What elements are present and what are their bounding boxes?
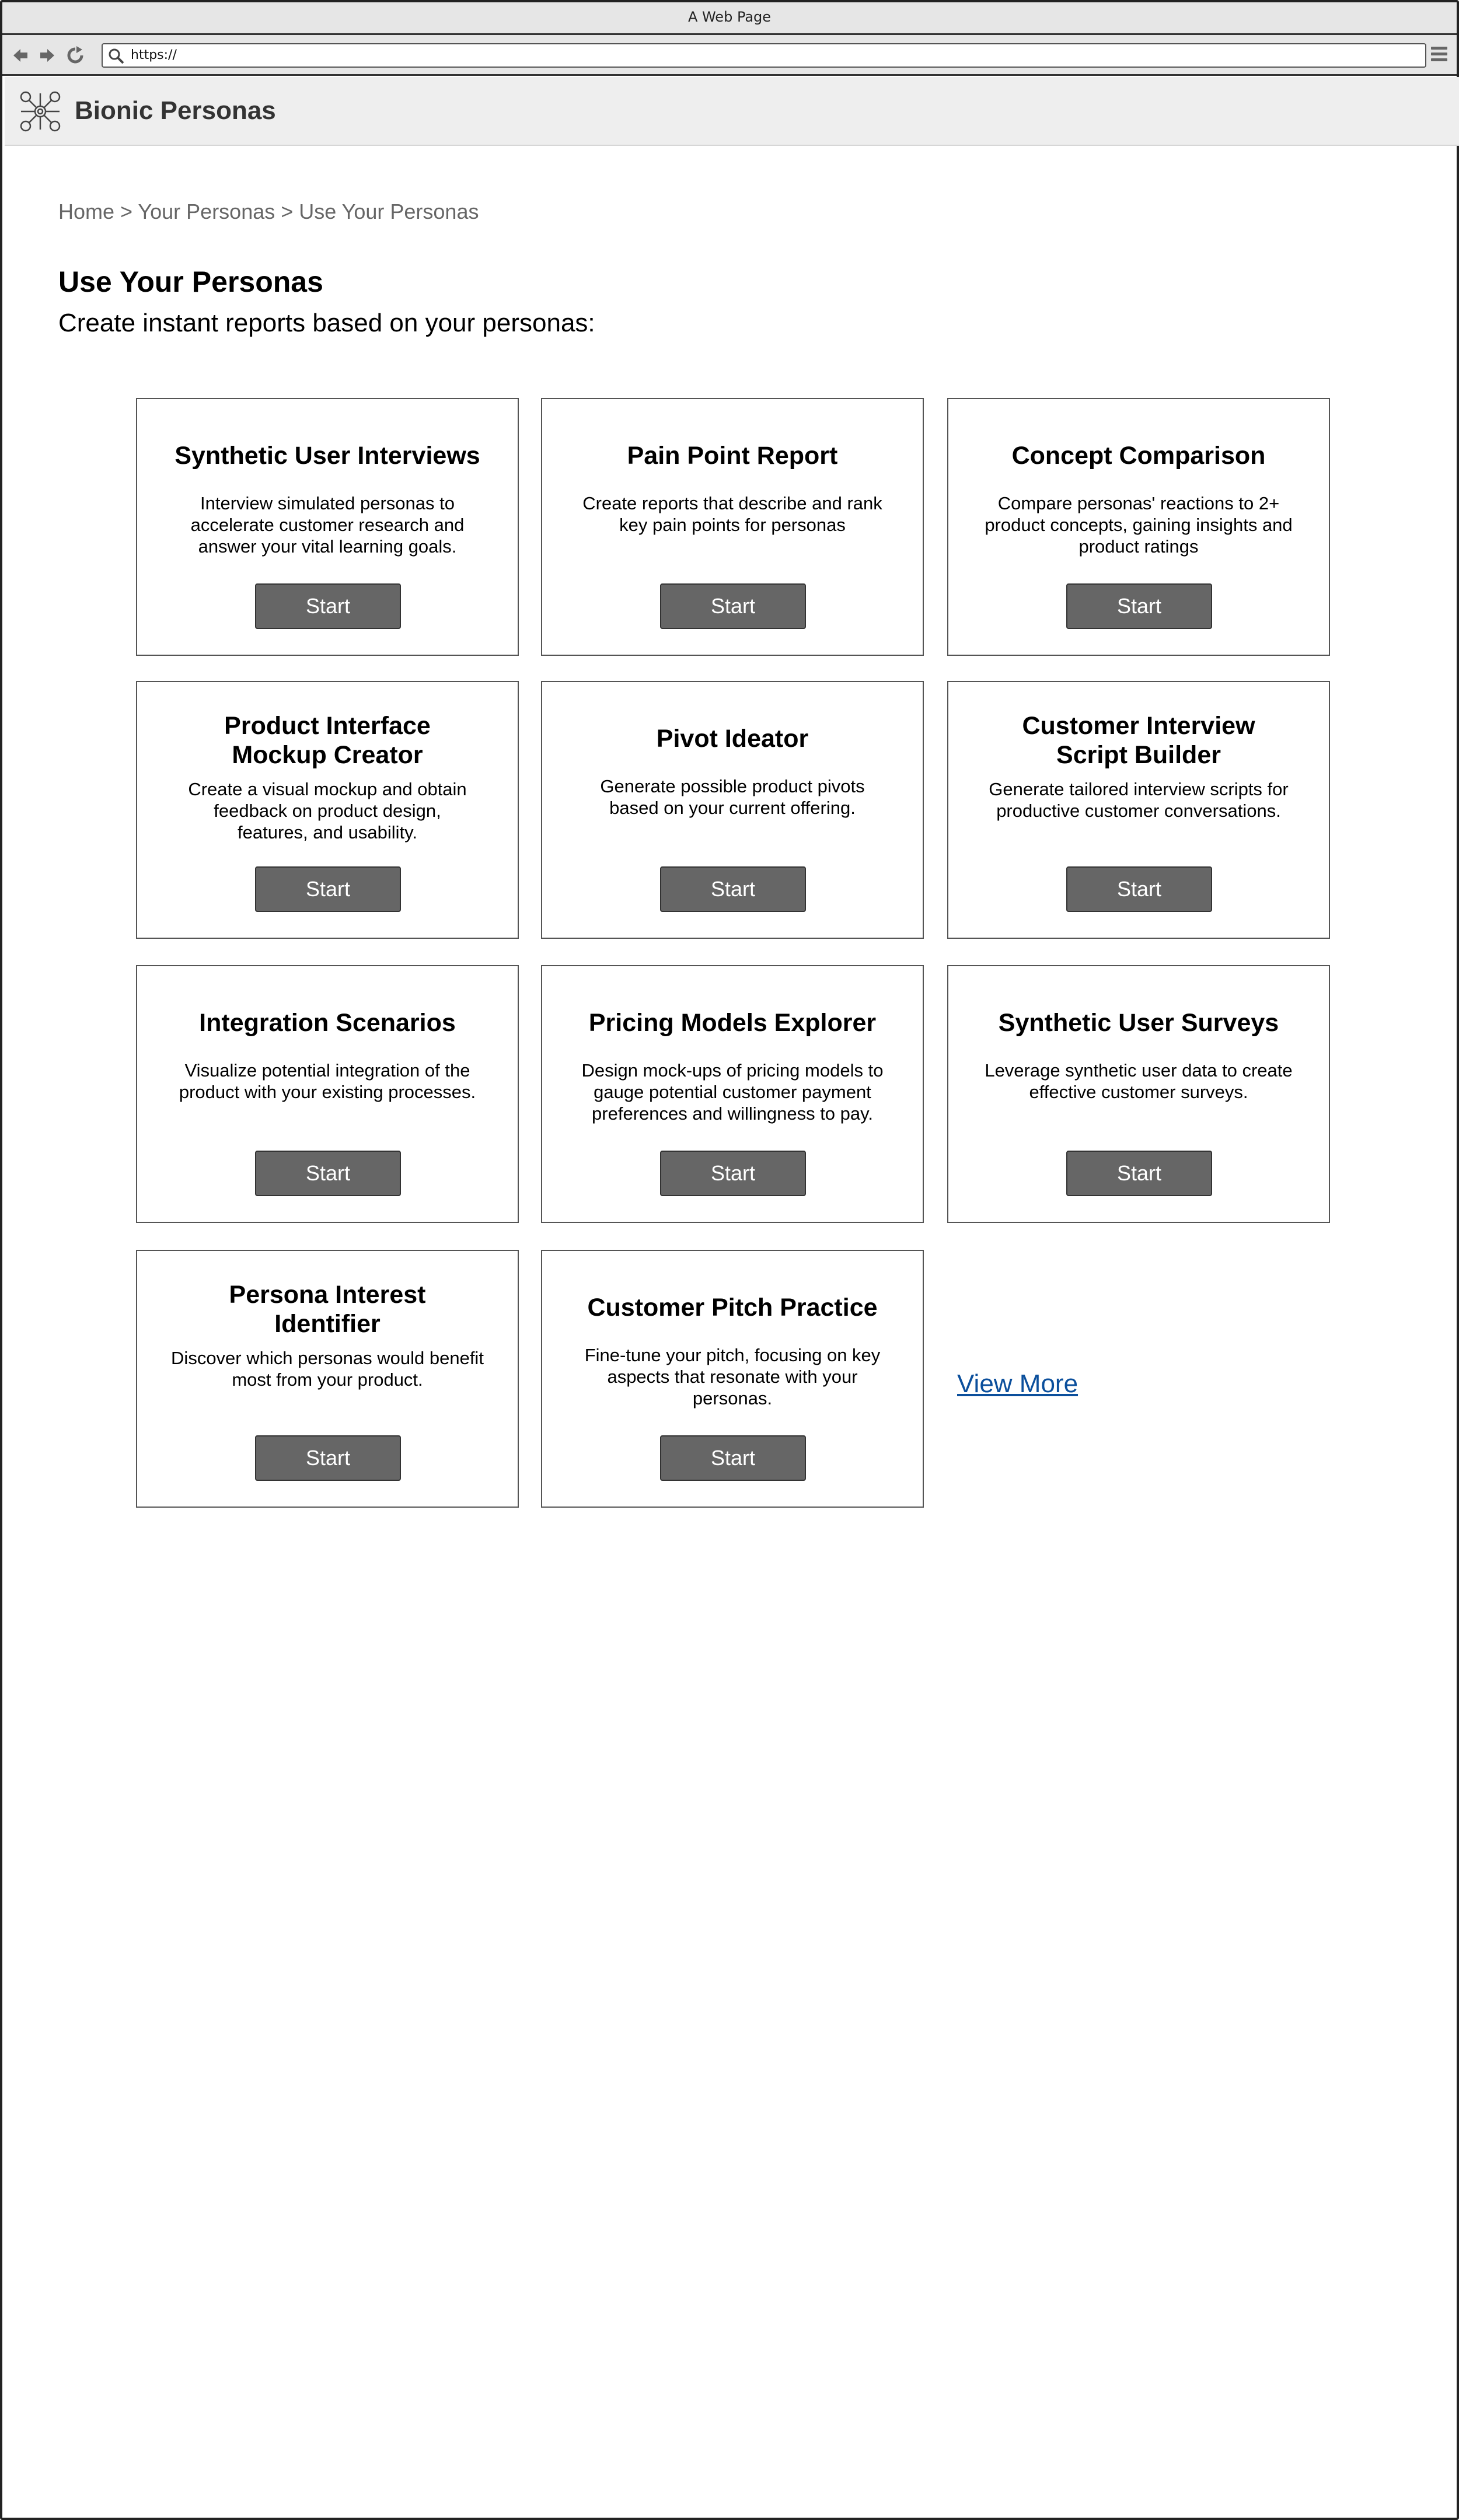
report-card bbox=[136, 398, 519, 656]
card-title-line: Product Interface bbox=[224, 712, 431, 740]
report-card bbox=[136, 1250, 519, 1508]
card-description-line: personas. bbox=[692, 1388, 773, 1408]
network-logo-icon[interactable] bbox=[20, 91, 61, 132]
start-button[interactable]: Start bbox=[255, 583, 401, 629]
card-description-line: most from your product. bbox=[232, 1369, 423, 1390]
report-card bbox=[541, 965, 924, 1223]
card-title bbox=[560, 1293, 905, 1322]
browser-toolbar bbox=[2, 35, 1457, 76]
card-description-line: based on your current offering. bbox=[609, 798, 856, 818]
card-description-line: Create reports that describe and rank bbox=[582, 493, 882, 513]
url-text: https:// bbox=[131, 48, 177, 62]
app-header bbox=[5, 77, 1459, 146]
card-description-line: Interview simulated personas to bbox=[200, 493, 455, 513]
card-title bbox=[966, 1008, 1311, 1037]
card-description-line: Create a visual mockup and obtain bbox=[188, 779, 467, 799]
browser-title-bar bbox=[2, 2, 1457, 35]
card-description bbox=[566, 492, 899, 536]
card-description-line: effective customer surveys. bbox=[1029, 1082, 1248, 1102]
card-title-line: Pivot Ideator bbox=[656, 725, 809, 753]
card-description-line: product ratings bbox=[1078, 536, 1199, 557]
report-card bbox=[136, 681, 519, 939]
start-button[interactable]: Start bbox=[255, 1435, 401, 1481]
start-button[interactable]: Start bbox=[1066, 866, 1212, 912]
start-button[interactable]: Start bbox=[255, 866, 401, 912]
card-description-line: Generate possible product pivots bbox=[600, 776, 865, 796]
app-name[interactable]: Bionic Personas bbox=[75, 96, 276, 125]
report-card bbox=[136, 965, 519, 1223]
card-title-line: Pricing Models Explorer bbox=[588, 1009, 877, 1037]
card-description bbox=[160, 1347, 494, 1390]
card-title bbox=[560, 441, 905, 470]
hamburger-menu-icon[interactable] bbox=[1431, 47, 1448, 64]
card-description bbox=[972, 778, 1306, 822]
card-description-line: Fine-tune your pitch, focusing on key bbox=[584, 1345, 881, 1365]
card-description bbox=[566, 775, 899, 819]
card-title-line: Persona Interest bbox=[229, 1281, 426, 1309]
reload-icon[interactable] bbox=[65, 46, 85, 65]
card-title-line: Integration Scenarios bbox=[199, 1009, 456, 1037]
window-title: A Web Page bbox=[687, 9, 772, 25]
card-title bbox=[966, 441, 1311, 470]
card-title bbox=[155, 441, 500, 470]
card-description-line: answer your vital learning goals. bbox=[198, 536, 457, 557]
card-description bbox=[972, 1060, 1306, 1103]
view-more-link[interactable]: View More bbox=[957, 1369, 1078, 1398]
card-description-line: product with your existing processes. bbox=[179, 1082, 476, 1102]
card-title-line: Synthetic User Interviews bbox=[174, 442, 480, 470]
start-button[interactable]: Start bbox=[660, 1435, 806, 1481]
start-button[interactable]: Start bbox=[1066, 583, 1212, 629]
card-description-line: aspects that resonate with your bbox=[607, 1366, 858, 1387]
card-title bbox=[966, 711, 1311, 770]
breadcrumb-separator: > bbox=[275, 200, 299, 223]
card-title bbox=[155, 1280, 500, 1338]
card-title bbox=[155, 711, 500, 770]
card-title-line: Customer Pitch Practice bbox=[587, 1294, 878, 1322]
card-description-line: Compare personas' reactions to 2+ bbox=[997, 493, 1280, 513]
card-title-line: Pain Point Report bbox=[627, 442, 838, 470]
card-description-line: Leverage synthetic user data to create bbox=[985, 1060, 1293, 1081]
card-description bbox=[972, 492, 1306, 557]
card-description-line: productive customer conversations. bbox=[996, 801, 1281, 821]
card-description-line: product concepts, gaining insights and bbox=[985, 515, 1293, 535]
card-description bbox=[160, 1060, 494, 1103]
back-icon[interactable] bbox=[11, 46, 30, 65]
card-description bbox=[566, 1060, 899, 1124]
card-description bbox=[566, 1344, 899, 1409]
card-description-line: Design mock-ups of pricing models to bbox=[581, 1060, 884, 1081]
breadcrumb-current: Use Your Personas bbox=[299, 200, 479, 223]
start-button[interactable]: Start bbox=[660, 583, 806, 629]
card-description-line: features, and usability. bbox=[238, 822, 417, 843]
card-description-line: key pain points for personas bbox=[619, 515, 846, 535]
report-card bbox=[541, 1250, 924, 1508]
breadcrumb-home[interactable]: Home bbox=[58, 200, 115, 223]
page-title: Use Your Personas bbox=[58, 265, 323, 298]
card-title bbox=[560, 1008, 905, 1037]
card-description-line: feedback on product design, bbox=[214, 801, 441, 821]
card-description-line: preferences and willingness to pay. bbox=[592, 1103, 873, 1124]
card-description-line: Visualize potential integration of the bbox=[184, 1060, 470, 1081]
card-description-line: gauge potential customer payment bbox=[594, 1082, 871, 1102]
start-button[interactable]: Start bbox=[255, 1151, 401, 1196]
search-icon bbox=[107, 47, 125, 65]
card-title bbox=[560, 724, 905, 753]
card-title-line: Mockup Creator bbox=[232, 741, 423, 769]
report-card bbox=[541, 398, 924, 656]
forward-icon[interactable] bbox=[37, 46, 57, 65]
card-description-line: Generate tailored interview scripts for bbox=[989, 779, 1289, 799]
start-button[interactable]: Start bbox=[660, 1151, 806, 1196]
breadcrumb-your-personas[interactable]: Your Personas bbox=[138, 200, 275, 223]
start-button[interactable]: Start bbox=[1066, 1151, 1212, 1196]
card-description-line: accelerate customer research and bbox=[190, 515, 465, 535]
breadcrumb-separator: > bbox=[114, 200, 138, 223]
card-title-line: Concept Comparison bbox=[1011, 442, 1266, 470]
card-description bbox=[160, 492, 494, 557]
breadcrumb bbox=[58, 200, 479, 224]
card-title-line: Script Builder bbox=[1056, 741, 1221, 769]
card-title-line: Synthetic User Surveys bbox=[998, 1009, 1279, 1037]
report-card bbox=[947, 398, 1330, 656]
page-subtitle: Create instant reports based on your personas: bbox=[58, 309, 595, 337]
card-title bbox=[155, 1008, 500, 1037]
report-card bbox=[541, 681, 924, 939]
card-description bbox=[160, 778, 494, 843]
card-title-line: Customer Interview bbox=[1022, 712, 1255, 740]
report-card bbox=[947, 965, 1330, 1223]
report-card bbox=[947, 681, 1330, 939]
address-bar[interactable] bbox=[102, 43, 1426, 68]
start-button[interactable]: Start bbox=[660, 866, 806, 912]
card-title-line: Identifier bbox=[274, 1310, 381, 1338]
card-description-line: Discover which personas would benefit bbox=[171, 1348, 484, 1368]
